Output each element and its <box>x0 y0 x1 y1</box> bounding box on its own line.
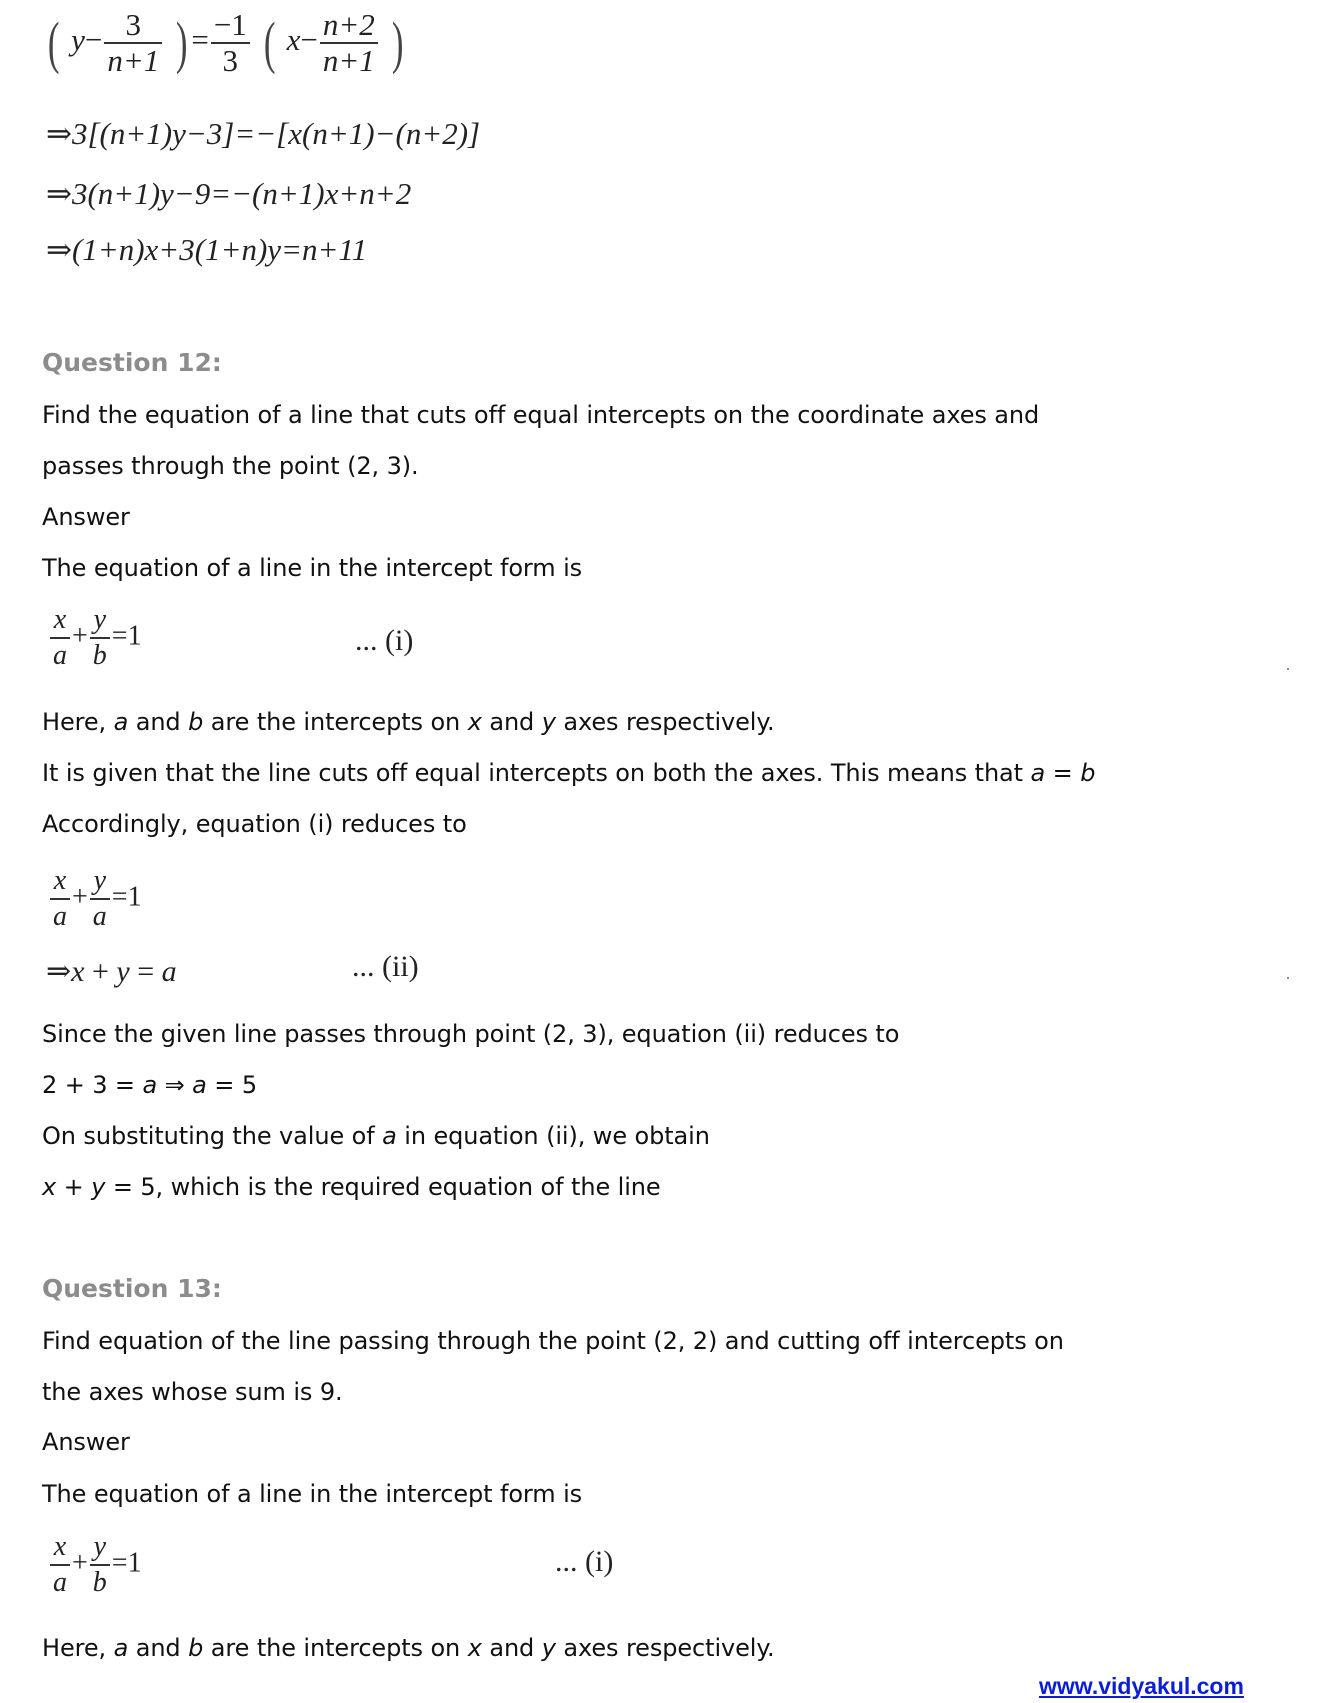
question-13-text-line1: Find equation of the line passing through the point (2, 2) and cutting off intercepts on <box>42 1327 1064 1355</box>
question-13-heading: Question 13: <box>42 1274 222 1303</box>
substituting-text: On substituting the value of a in equation (ii), we obtain <box>42 1122 710 1150</box>
accordingly-text: Accordingly, equation (i) reduces to <box>42 810 467 838</box>
paren-left: ( <box>47 10 60 75</box>
equation-ii: ⇒x + y = a <box>46 955 177 988</box>
paren-left: ( <box>263 10 276 75</box>
intercept-form-intro: The equation of a line in the intercept form is <box>42 554 583 582</box>
answer-label: Answer <box>42 1428 130 1456</box>
equation-reduced: $\frac{x}{a}$ + $\frac{y}{a}$ =1 <box>48 864 142 934</box>
since-text: Since the given line passes through point (2, 3), equation (ii) reduces to <box>42 1020 900 1048</box>
artifact-dot <box>1287 668 1289 670</box>
math-var: x <box>286 22 301 58</box>
equation-tag-ii: ... (ii) <box>352 950 419 983</box>
fraction: $\frac{-1}{3}$ <box>211 8 250 78</box>
intercepts-explanation: Here, a and b are the intercepts on x and y axes respectively. <box>42 1634 775 1662</box>
equation-tag-i: ... (i) <box>355 624 414 657</box>
paren-right: ) <box>175 10 188 75</box>
equal-intercepts-statement: It is given that the line cuts off equal intercepts on both the axes. This means that a = b <box>42 759 1096 787</box>
fraction: $\frac{3}{n+1}$ <box>104 8 162 78</box>
derivation-line-4: ⇒(1+n)x+3(1+n)y=n+11 <box>46 232 368 267</box>
question-12-text-line2: passes through the point (2, 3). <box>42 452 419 480</box>
derivation-line-1: ( y− $\frac{3}{n+1}$ ) = $\frac{-1}{3}$ ( x− $\frac{n+2}{n+1}$ ) <box>47 7 404 78</box>
math-var: y <box>71 22 85 58</box>
question-12-text-line1: Find the equation of a line that cuts off equal intercepts on the coordinate axes and <box>42 401 1040 429</box>
fraction: $\frac{n+2}{n+1}$ <box>320 8 378 78</box>
result-text: x + y = 5, which is the required equation of the line <box>42 1173 661 1201</box>
answer-label: Answer <box>42 503 130 531</box>
equation-i: $\frac{x}{a}$ + $\frac{y}{b}$ =1 <box>48 603 142 673</box>
artifact-dot <box>1287 977 1289 979</box>
vidyakul-website-link[interactable]: www.vidyakul.com <box>1039 1673 1244 1699</box>
paren-right: ) <box>391 10 404 75</box>
calculation: 2 + 3 = a ⇒ a = 5 <box>42 1071 258 1099</box>
question-13-text-line2: the axes whose sum is 9. <box>42 1378 343 1406</box>
equation-tag-i: ... (i) <box>555 1545 614 1578</box>
equation-i: $\frac{x}{a}$ + $\frac{y}{b}$ =1 <box>48 1530 142 1600</box>
derivation-line-3: ⇒3(n+1)y−9=−(n+1)x+n+2 <box>46 176 412 211</box>
question-12-heading: Question 12: <box>42 348 222 377</box>
derivation-line-2: ⇒3[(n+1)y−3]=−[x(n+1)−(n+2)] <box>46 116 481 151</box>
intercept-form-intro: The equation of a line in the intercept form is <box>42 1480 583 1508</box>
intercepts-explanation: Here, a and b are the intercepts on x and y axes respectively. <box>42 708 775 736</box>
